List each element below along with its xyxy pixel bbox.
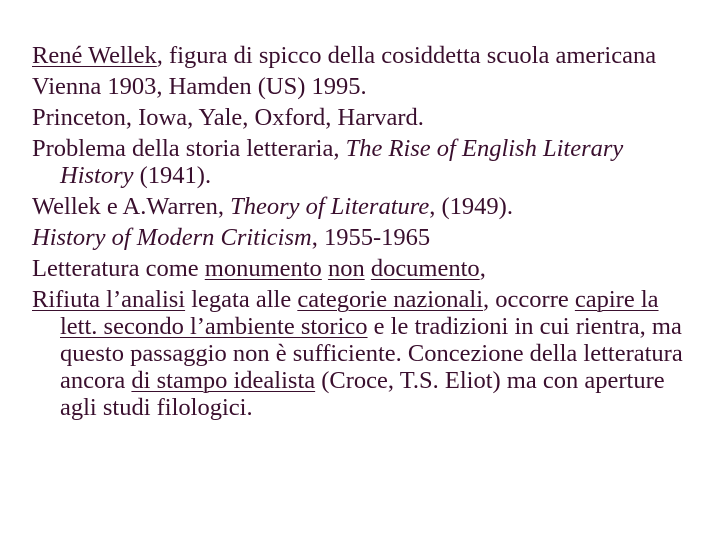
paragraph-theory-of-literature — [32, 193, 692, 220]
paragraph-monumento — [32, 255, 692, 282]
text-run: e le tradizioni in cui rientra, ma questo passaggio non è sufficiente. Concezione della letteratura ancora — [60, 313, 683, 394]
paragraph-wellek-intro — [32, 42, 692, 69]
text-run: (1941). — [133, 162, 212, 189]
text-run: , — [479, 255, 486, 282]
text-run: Princeton, Iowa, Yale, Oxford, Harvard. — [32, 104, 424, 131]
text-run: Theory of Literature — [230, 193, 430, 220]
text-run: monumento — [204, 255, 322, 282]
text-run: legata alle — [185, 286, 298, 313]
text-run: Wellek e A.Warren, — [32, 193, 231, 220]
text-run: Rifiuta l’analisi — [32, 286, 186, 313]
text-run: René Wellek — [32, 42, 157, 69]
text-run: categorie nazionali — [297, 286, 484, 313]
text-run: di stampo idealista — [131, 367, 316, 394]
text-run: , occorre — [483, 286, 575, 313]
text-run: capire la lett. secondo l’ambiente storico — [60, 286, 659, 340]
text-run: History of Modern Criticism — [32, 224, 312, 251]
paragraph-universities — [32, 104, 692, 131]
text-run: Letteratura come — [32, 255, 205, 282]
text-run: Vienna 1903, Hamden (US) 1995. — [32, 73, 367, 100]
paragraph-rifiuta-analisi — [32, 286, 692, 421]
paragraph-literary-history — [32, 135, 692, 189]
text-run: (Croce, T.S. Eliot) ma con aperture agli studi filologici. — [60, 367, 665, 421]
text-run: Problema della storia letteraria, — [32, 135, 346, 162]
text-run: , figura di spicco della cosiddetta scuola americana — [156, 42, 657, 69]
text-run: non — [327, 255, 365, 282]
text-run: , (1949). — [429, 193, 513, 220]
text-run: , 1955-1965 — [311, 224, 431, 251]
slide-body — [32, 42, 692, 425]
text-run: documento — [370, 255, 480, 282]
text-run: The Rise of English Literary History — [60, 135, 624, 189]
paragraph-birth-death — [32, 73, 692, 100]
paragraph-modern-criticism — [32, 224, 692, 251]
